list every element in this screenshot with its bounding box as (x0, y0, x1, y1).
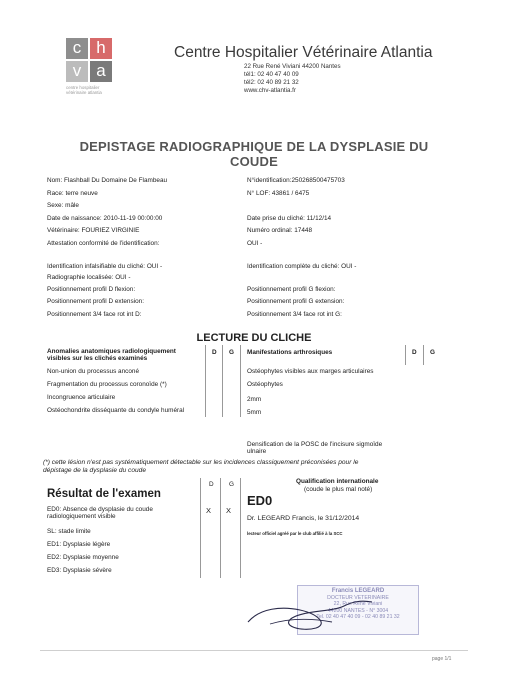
page-number: page 1/1 (432, 656, 452, 662)
stamp-line: Tel. 02 40 47 40 09 - 02 40 89 21 32 (316, 614, 400, 621)
ed0-line-1: ED0: Absence de dysplasie du coude (47, 506, 153, 513)
logo-letter-c: c (66, 38, 88, 59)
divider (240, 478, 241, 578)
result-col-d: D (209, 481, 214, 488)
stamp-line: 22, Rue René Viviani (333, 601, 383, 608)
anomalies-header-1: Anomalies anatomiques radiologiquement (47, 348, 176, 355)
divider (222, 345, 223, 417)
ordinal-number: Numéro ordinal: 17448 (247, 227, 313, 234)
grade-ed1: ED1: Dysplasie légère (47, 541, 111, 548)
result-mark-d: X (206, 506, 212, 515)
divider (423, 345, 424, 365)
anomalies-header-2: visibles sur les clichés examinés (47, 355, 148, 362)
position-left-1: Identification infalsifiable du cliché: OUI - (47, 263, 163, 270)
identification-number: N°identification:250268500475703 (247, 177, 345, 184)
address: 22 Rue René Viviani 44200 Nantes (244, 63, 341, 70)
divider (220, 478, 221, 578)
logo-letter-a: a (90, 61, 112, 82)
logo-caption-1: centre hospitalier (66, 85, 100, 90)
qualification-title: Qualification internationale (296, 478, 379, 485)
phone-2: tél2: 02 40 89 21 32 (244, 79, 299, 86)
result-mark-g: X (226, 506, 232, 515)
result-col-g: G (229, 481, 234, 488)
attestation-value: OUI - (247, 240, 263, 247)
footnote-1: (*) cette lésion n'est pas systématiquement détectable sur les incidences classiquement préconisées pour le (43, 459, 359, 466)
veterinarian: Vétérinaire: FOURIEZ VIRGINIE (47, 227, 140, 234)
col-g-right: G (430, 349, 435, 356)
position-right-1: Identification complète du cliché: OUI - (247, 263, 357, 270)
agreement-line: lecteur officiel agréé par le club affilié à la SCC (247, 531, 343, 536)
website: www.chv-atlantia.fr (244, 87, 296, 94)
logo-letter-v: v (66, 61, 88, 82)
posc-line-1: Densification de la POSC de l'incisure sigmoïde (247, 441, 383, 448)
position-right-4: Positionnement profil G extension: (247, 298, 345, 305)
position-left-5: Positionnement 3/4 face rot int D: (47, 311, 142, 318)
lecture-title: LECTURE DU CLICHE (196, 332, 312, 344)
document-title (40, 140, 468, 169)
anomaly-row: Fragmentation du processus coronoïde (*) (47, 381, 167, 388)
footnote-2: dépistage de la dysplasie du coude (43, 467, 147, 474)
arthrosis-row: 5mm (247, 409, 262, 416)
final-grade: ED0 (247, 493, 273, 508)
attestation: Attestation conformité de l'identification: (47, 240, 160, 247)
dog-race: Race: terre neuve (47, 190, 98, 197)
result-title: Résultat de l'examen (47, 488, 161, 500)
logo-caption-2: vétérinaire atlantia (66, 90, 102, 95)
divider (200, 478, 201, 578)
position-left-4: Positionnement profil D extension: (47, 298, 144, 305)
divider (405, 345, 406, 365)
stamp-line: 44200 NANTES - N° 3004 (327, 607, 389, 614)
dog-name: Nom: Flashball Du Domaine De Flambeau (47, 177, 168, 184)
col-d: D (212, 349, 217, 356)
arthrosis-row: Ostéophytes (247, 381, 283, 388)
anomaly-row: Non-union du processus anconé (47, 368, 140, 375)
grade-sl: SL: stade limite (47, 528, 91, 535)
dog-sex: Sexe: mâle (47, 202, 79, 209)
arthrosis-row: Ostéophytes visibles aux marges articulaires (247, 368, 374, 375)
arthrosis-row: 2mm (247, 396, 262, 403)
stamp-line: DOCTEUR VETERINAIRE (327, 594, 389, 601)
qualification-subtitle: (coude le plus mal noté) (304, 486, 373, 493)
position-left-2: Radiographie localisée: OUI - (47, 274, 131, 281)
grade-ed2: ED2: Dysplasie moyenne (47, 554, 119, 561)
phone-1: tél1: 02 40 47 40 09 (244, 71, 299, 78)
lof-number: N° LOF: 43861 / 6475 (247, 190, 310, 197)
anomaly-row: Ostéochondrite disséquante du condyle huméral (47, 407, 185, 414)
position-right-3: Positionnement profil G flexion: (247, 286, 336, 293)
birth-date: Date de naissance: 2010-11-19 00:00:00 (47, 215, 163, 222)
title-line-2: COUDE (230, 153, 278, 169)
footer-divider (40, 650, 468, 651)
arthrosis-header: Manifestations arthrosiques (247, 349, 333, 356)
signature-line: Dr. LEGEARD Francis, le 31/12/2014 (247, 515, 360, 522)
grade-ed3: ED3: Dysplasie sévère (47, 567, 112, 574)
cliche-date: Date prise du cliché: 11/12/14 (247, 215, 332, 222)
col-d-right: D (412, 349, 417, 356)
hospital-name: Centre Hospitalier Vétérinaire Atlantia (174, 44, 433, 61)
stamp-line: Francis LEGEARD (331, 588, 385, 594)
divider (240, 345, 241, 417)
logo-letter-h: h (90, 38, 112, 59)
anomaly-row: Incongruence articulaire (47, 394, 116, 401)
col-g: G (229, 349, 234, 356)
handwritten-signature (240, 588, 390, 638)
posc-line-2: ulnaire (247, 448, 267, 455)
divider (205, 345, 206, 417)
position-right-5: Positionnement 3/4 face rot int G: (247, 311, 342, 318)
position-left-3: Positionnement profil D flexion: (47, 286, 136, 293)
ed0-line-2: radiologiquement visible (47, 513, 116, 520)
title-line-1: DEPISTAGE RADIOGRAPHIQUE DE LA DYSPLASIE DU (79, 139, 429, 154)
